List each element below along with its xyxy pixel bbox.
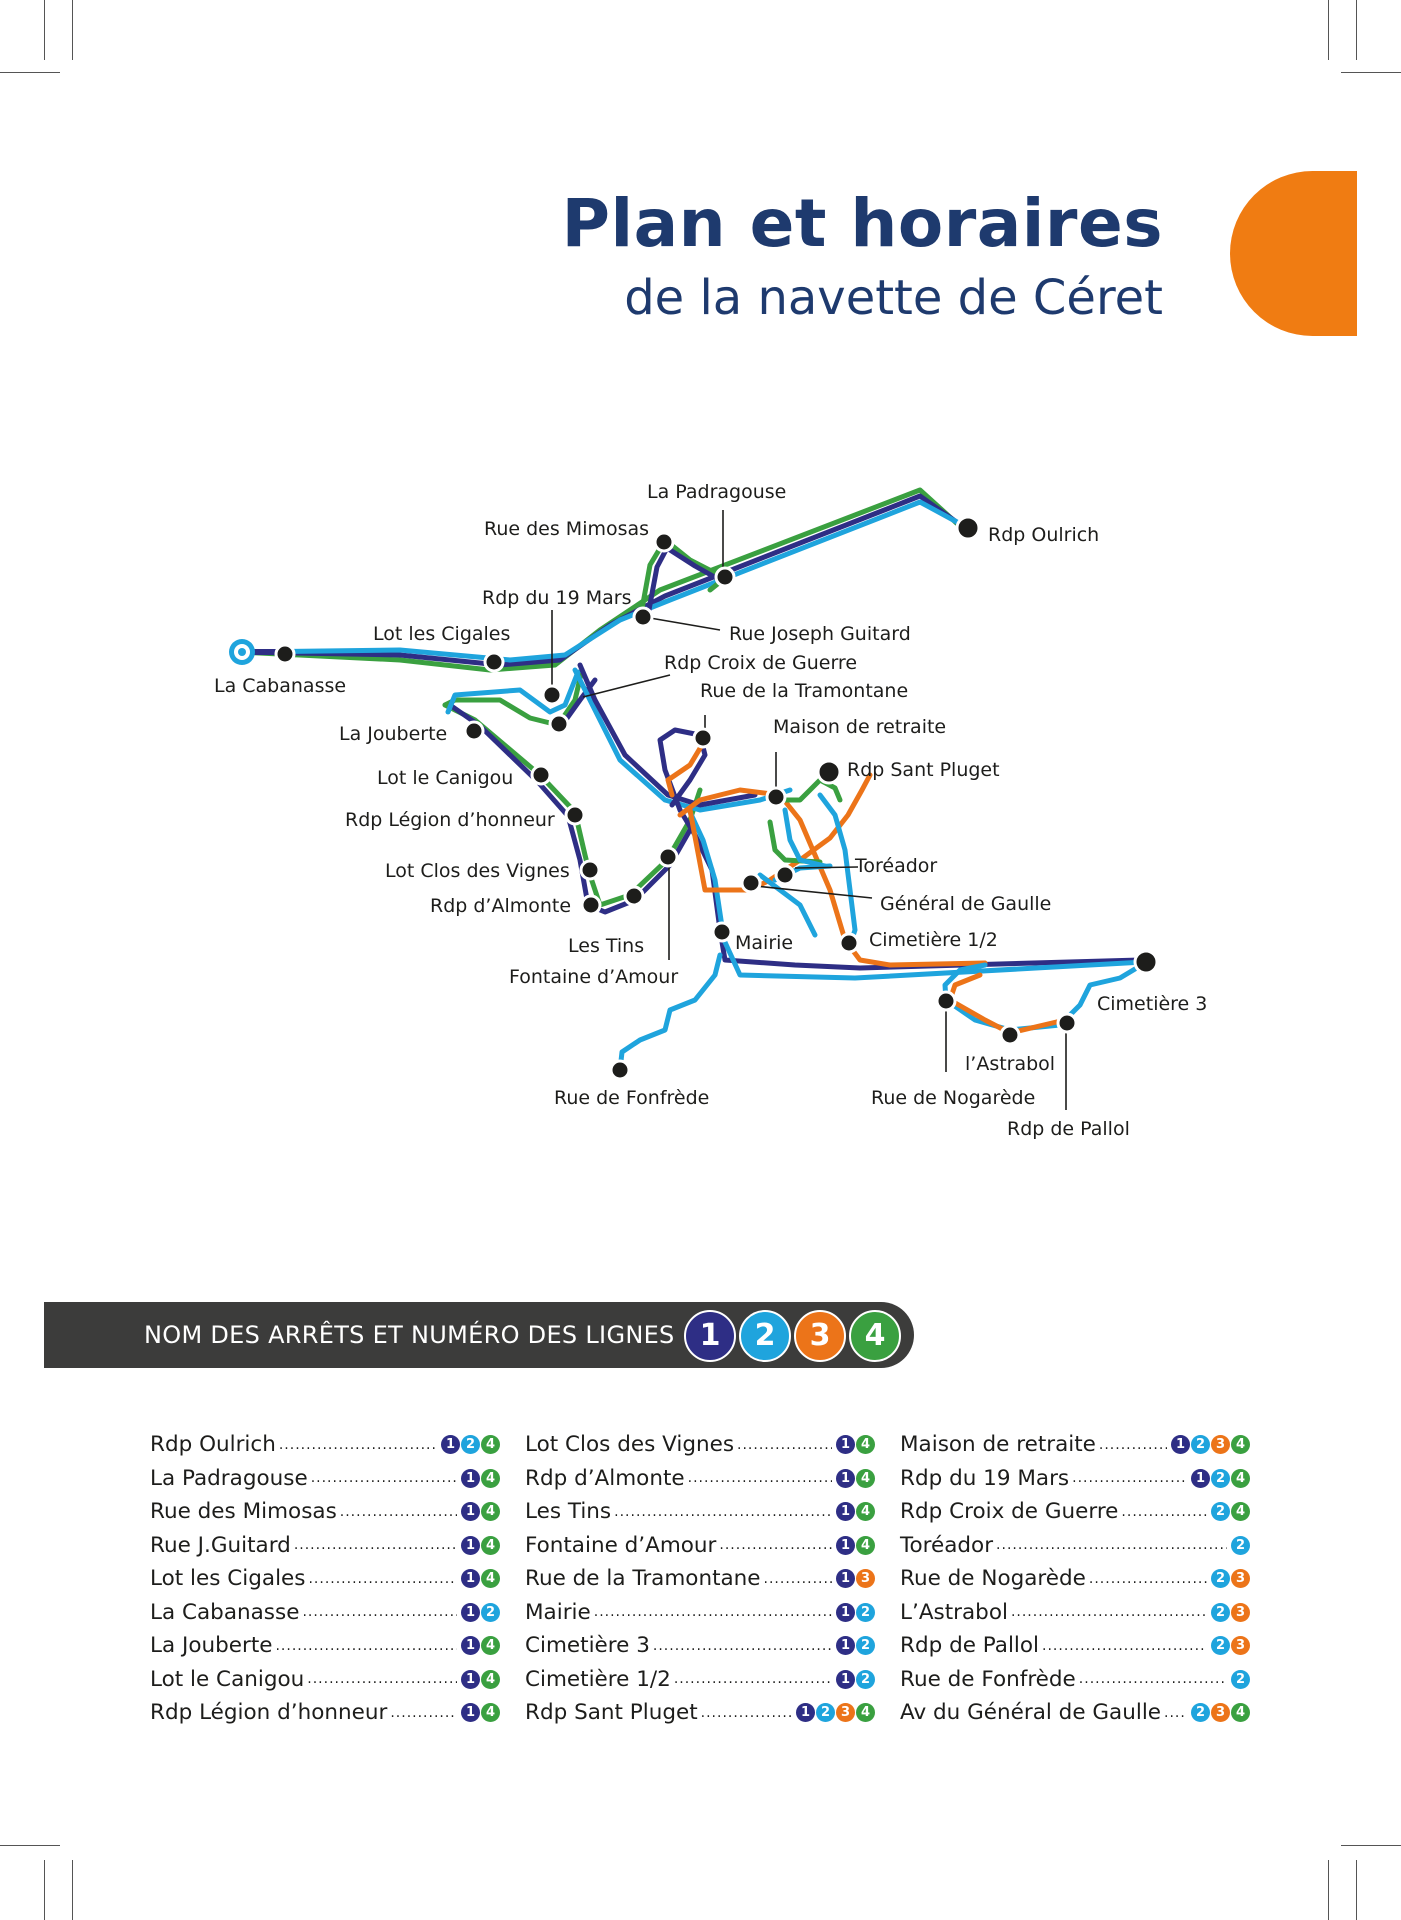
line-badge-3: 3 bbox=[794, 1310, 846, 1362]
line-pill-1: 1 bbox=[836, 1536, 855, 1555]
line-pill-3: 3 bbox=[856, 1569, 875, 1588]
stop-row bbox=[525, 1529, 875, 1563]
line-pill-4: 4 bbox=[856, 1703, 875, 1722]
lines-banner bbox=[44, 1302, 914, 1368]
stop-name: La Padragouse bbox=[150, 1465, 308, 1491]
stop-name: Av du Général de Gaulle bbox=[900, 1700, 1162, 1726]
line-pill-1: 1 bbox=[1171, 1435, 1190, 1454]
dot-leader bbox=[311, 1470, 457, 1495]
dot-leader bbox=[302, 1604, 457, 1629]
dot-leader bbox=[737, 1437, 832, 1462]
line-pill-4: 4 bbox=[856, 1502, 875, 1521]
line-pill-4: 4 bbox=[1231, 1703, 1250, 1722]
line-pill-2: 2 bbox=[1231, 1670, 1250, 1689]
stop-row bbox=[900, 1696, 1250, 1730]
line-pill-1: 1 bbox=[461, 1502, 480, 1521]
stop-name: Rdp Sant Pluget bbox=[525, 1700, 698, 1726]
stop-name: Rdp Légion d’honneur bbox=[150, 1700, 388, 1726]
stop-name: Lot Clos des Vignes bbox=[525, 1432, 735, 1458]
line-pill-4: 4 bbox=[856, 1536, 875, 1555]
line-pill-1: 1 bbox=[836, 1603, 855, 1622]
stop-row bbox=[150, 1596, 500, 1630]
line-pill-4: 4 bbox=[481, 1469, 500, 1488]
line-pill-1: 1 bbox=[836, 1670, 855, 1689]
line-pill-1: 1 bbox=[461, 1703, 480, 1722]
crop-mark bbox=[72, 1860, 73, 1920]
dot-leader bbox=[307, 1671, 457, 1696]
dot-leader bbox=[390, 1705, 457, 1730]
banner-title: NOM DES ARRÊTS ET NUMÉRO DES LIGNES bbox=[144, 1321, 675, 1349]
page-subtitle: de la navette de Céret bbox=[624, 270, 1163, 326]
crop-mark bbox=[0, 1845, 60, 1846]
stop-row bbox=[525, 1663, 875, 1697]
dot-leader bbox=[653, 1638, 832, 1663]
stop-row bbox=[525, 1428, 875, 1462]
dot-leader bbox=[1042, 1638, 1207, 1663]
page-title: Plan et horaires bbox=[561, 185, 1163, 262]
map-label-rue-joseph-guitard: Rue Joseph Guitard bbox=[729, 623, 911, 645]
stop-row bbox=[150, 1663, 500, 1697]
stops-column-3 bbox=[900, 1428, 1250, 1730]
stop-name: L’Astrabol bbox=[900, 1599, 1008, 1625]
stop-name: Lot le Canigou bbox=[150, 1666, 305, 1692]
map-label-rdp-legion: Rdp Légion d’honneur bbox=[345, 809, 555, 831]
line-pill-2: 2 bbox=[856, 1636, 875, 1655]
stop-row bbox=[150, 1462, 500, 1496]
line-pill-1: 1 bbox=[461, 1569, 480, 1588]
map-label-lot-clos-des-vignes: Lot Clos des Vignes bbox=[385, 860, 570, 882]
stop-name: Rue de Nogarède bbox=[900, 1566, 1086, 1592]
dot-leader bbox=[340, 1504, 457, 1529]
stop-name: Rdp de Pallol bbox=[900, 1633, 1040, 1659]
stop-row bbox=[900, 1529, 1250, 1563]
stop-name: Les Tins bbox=[525, 1499, 612, 1525]
line-pill-2: 2 bbox=[1211, 1469, 1230, 1488]
line-badge-4: 4 bbox=[849, 1310, 901, 1362]
line-pill-2: 2 bbox=[1211, 1502, 1230, 1521]
line-pill-3: 3 bbox=[1211, 1435, 1230, 1454]
map-label-maison-de-retraite: Maison de retraite bbox=[773, 716, 947, 738]
stop-row bbox=[525, 1696, 875, 1730]
stop-row bbox=[150, 1562, 500, 1596]
stop-name: Lot les Cigales bbox=[150, 1566, 306, 1592]
map-label-rdp-oulrich: Rdp Oulrich bbox=[988, 524, 1100, 546]
stop-name: Maison de retraite bbox=[900, 1432, 1096, 1458]
line-pill-3: 3 bbox=[836, 1703, 855, 1722]
map-label-rdp-19-mars: Rdp du 19 Mars bbox=[482, 587, 632, 609]
line-pill-1: 1 bbox=[461, 1636, 480, 1655]
stop-row bbox=[900, 1596, 1250, 1630]
stop-row bbox=[525, 1495, 875, 1529]
stop-row bbox=[900, 1428, 1250, 1462]
line-pill-4: 4 bbox=[481, 1569, 500, 1588]
stop-row bbox=[150, 1629, 500, 1663]
dot-leader bbox=[764, 1571, 832, 1596]
line-pill-2: 2 bbox=[816, 1703, 835, 1722]
map-label-la-cabanasse: La Cabanasse bbox=[214, 675, 347, 697]
stop-name: Rdp d’Almonte bbox=[525, 1465, 685, 1491]
line-pill-1: 1 bbox=[1191, 1469, 1210, 1488]
dot-leader bbox=[1121, 1504, 1207, 1529]
dot-leader bbox=[275, 1638, 457, 1663]
dot-leader bbox=[294, 1537, 457, 1562]
line-pill-3: 3 bbox=[1231, 1569, 1250, 1588]
line-pill-4: 4 bbox=[1231, 1435, 1250, 1454]
map-label-rue-de-la-tramontane: Rue de la Tramontane bbox=[700, 680, 909, 702]
line-pill-1: 1 bbox=[441, 1435, 460, 1454]
map-label-la-padragouse: La Padragouse bbox=[647, 481, 787, 503]
line-pill-2: 2 bbox=[1191, 1435, 1210, 1454]
line-pill-4: 4 bbox=[1231, 1502, 1250, 1521]
line-pill-4: 4 bbox=[1231, 1469, 1250, 1488]
map-label-rdp-de-pallol: Rdp de Pallol bbox=[1007, 1118, 1130, 1140]
stop-row bbox=[900, 1562, 1250, 1596]
line-pill-2: 2 bbox=[481, 1603, 500, 1622]
line-pill-1: 1 bbox=[796, 1703, 815, 1722]
map-label-fontaine-amour: Fontaine d’Amour bbox=[509, 966, 679, 988]
stop-name: Rdp du 19 Mars bbox=[900, 1465, 1070, 1491]
line-pill-2: 2 bbox=[856, 1670, 875, 1689]
map-label-rdp-croix-de-guerre: Rdp Croix de Guerre bbox=[664, 652, 858, 674]
line-pill-4: 4 bbox=[481, 1435, 500, 1454]
line-pill-1: 1 bbox=[461, 1469, 480, 1488]
line-pill-4: 4 bbox=[856, 1469, 875, 1488]
stop-name: Rue de la Tramontane bbox=[525, 1566, 761, 1592]
line-pill-1: 1 bbox=[836, 1636, 855, 1655]
map-label-toreador: Toréador bbox=[855, 855, 938, 877]
stop-name: Fontaine d’Amour bbox=[525, 1532, 717, 1558]
dot-leader bbox=[308, 1571, 457, 1596]
line-pill-2: 2 bbox=[1231, 1536, 1250, 1555]
map-label-la-jouberte: La Jouberte bbox=[339, 723, 448, 745]
stop-name: La Cabanasse bbox=[150, 1599, 300, 1625]
line-pill-2: 2 bbox=[1211, 1636, 1230, 1655]
stops-column-1 bbox=[150, 1428, 500, 1730]
line-pill-1: 1 bbox=[461, 1670, 480, 1689]
stop-name: Rdp Oulrich bbox=[150, 1432, 276, 1458]
stop-name: La Jouberte bbox=[150, 1633, 273, 1659]
stop-row bbox=[150, 1428, 500, 1462]
line-pill-4: 4 bbox=[481, 1703, 500, 1722]
crop-mark bbox=[1341, 1845, 1401, 1846]
dot-leader bbox=[1011, 1604, 1207, 1629]
line-pill-4: 4 bbox=[481, 1636, 500, 1655]
line-pill-4: 4 bbox=[481, 1670, 500, 1689]
dot-leader bbox=[1079, 1671, 1227, 1696]
line-pill-1: 1 bbox=[836, 1569, 855, 1588]
line-pill-1: 1 bbox=[836, 1435, 855, 1454]
stop-row bbox=[900, 1629, 1250, 1663]
map-label-lot-les-cigales: Lot les Cigales bbox=[373, 623, 511, 645]
dot-leader bbox=[1099, 1437, 1167, 1462]
dot-leader bbox=[1072, 1470, 1187, 1495]
dot-leader bbox=[279, 1437, 437, 1462]
line-pill-2: 2 bbox=[856, 1603, 875, 1622]
stop-name: Rue J.Guitard bbox=[150, 1532, 291, 1558]
line-pill-3: 3 bbox=[1211, 1703, 1230, 1722]
dot-leader bbox=[688, 1470, 832, 1495]
stop-name: Rdp Croix de Guerre bbox=[900, 1499, 1119, 1525]
crop-mark bbox=[44, 1860, 45, 1920]
stop-row bbox=[900, 1663, 1250, 1697]
stop-name: Cimetière 3 bbox=[525, 1633, 650, 1659]
stop-row bbox=[900, 1495, 1250, 1529]
stop-name: Mairie bbox=[525, 1599, 591, 1625]
line-pill-2: 2 bbox=[1191, 1703, 1210, 1722]
dot-leader bbox=[674, 1671, 832, 1696]
map-label-lot-le-canigou: Lot le Canigou bbox=[377, 767, 514, 789]
crop-mark bbox=[1356, 1860, 1357, 1920]
line-pill-1: 1 bbox=[836, 1469, 855, 1488]
map-label-l-astrabol: l’Astrabol bbox=[965, 1053, 1056, 1075]
line-pill-2: 2 bbox=[461, 1435, 480, 1454]
map-label-rdp-sant-pluget: Rdp Sant Pluget bbox=[847, 759, 1000, 781]
stop-row bbox=[150, 1696, 500, 1730]
map-label-cimetiere-12: Cimetière 1/2 bbox=[869, 929, 998, 951]
line-pill-1: 1 bbox=[461, 1603, 480, 1622]
stop-name: Cimetière 1/2 bbox=[525, 1666, 671, 1692]
map-label-rue-de-nogarede: Rue de Nogarède bbox=[871, 1087, 1036, 1109]
line-pill-1: 1 bbox=[836, 1502, 855, 1521]
map-label-rue-de-fonfrede: Rue de Fonfrède bbox=[554, 1087, 710, 1109]
map-label-les-tins: Les Tins bbox=[568, 935, 645, 957]
line-pill-4: 4 bbox=[481, 1502, 500, 1521]
stop-name: Rue de Fonfrède bbox=[900, 1666, 1076, 1692]
line-pill-3: 3 bbox=[1231, 1636, 1250, 1655]
dot-leader bbox=[701, 1705, 792, 1730]
line-pill-2: 2 bbox=[1211, 1603, 1230, 1622]
line-pill-4: 4 bbox=[856, 1435, 875, 1454]
line-badge-1: 1 bbox=[684, 1310, 736, 1362]
map-label-rdp-almonte: Rdp d’Almonte bbox=[430, 895, 572, 917]
stop-name: Toréador bbox=[900, 1532, 994, 1558]
crop-mark bbox=[1328, 1860, 1329, 1920]
map-label-general-de-gaulle: Général de Gaulle bbox=[880, 893, 1052, 915]
line-pill-1: 1 bbox=[461, 1536, 480, 1555]
stop-row bbox=[525, 1629, 875, 1663]
dot-leader bbox=[614, 1504, 832, 1529]
dot-leader bbox=[996, 1537, 1227, 1562]
stop-row bbox=[900, 1462, 1250, 1496]
stop-name: Rue des Mimosas bbox=[150, 1499, 337, 1525]
line-badge-2: 2 bbox=[739, 1310, 791, 1362]
map-label-rue-des-mimosas: Rue des Mimosas bbox=[484, 518, 650, 540]
map-label-mairie: Mairie bbox=[735, 932, 794, 954]
stops-column-2 bbox=[525, 1428, 875, 1730]
stop-row bbox=[150, 1529, 500, 1563]
dot-leader bbox=[719, 1537, 832, 1562]
line-pill-3: 3 bbox=[1231, 1603, 1250, 1622]
line-pill-4: 4 bbox=[481, 1536, 500, 1555]
dot-leader bbox=[594, 1604, 832, 1629]
map-label-cimetiere-3: Cimetière 3 bbox=[1097, 993, 1208, 1015]
stop-row bbox=[150, 1495, 500, 1529]
stop-row bbox=[525, 1562, 875, 1596]
dot-leader bbox=[1089, 1571, 1207, 1596]
stop-row bbox=[525, 1596, 875, 1630]
stop-row bbox=[525, 1462, 875, 1496]
dot-leader bbox=[1164, 1705, 1187, 1730]
line-pill-2: 2 bbox=[1211, 1569, 1230, 1588]
